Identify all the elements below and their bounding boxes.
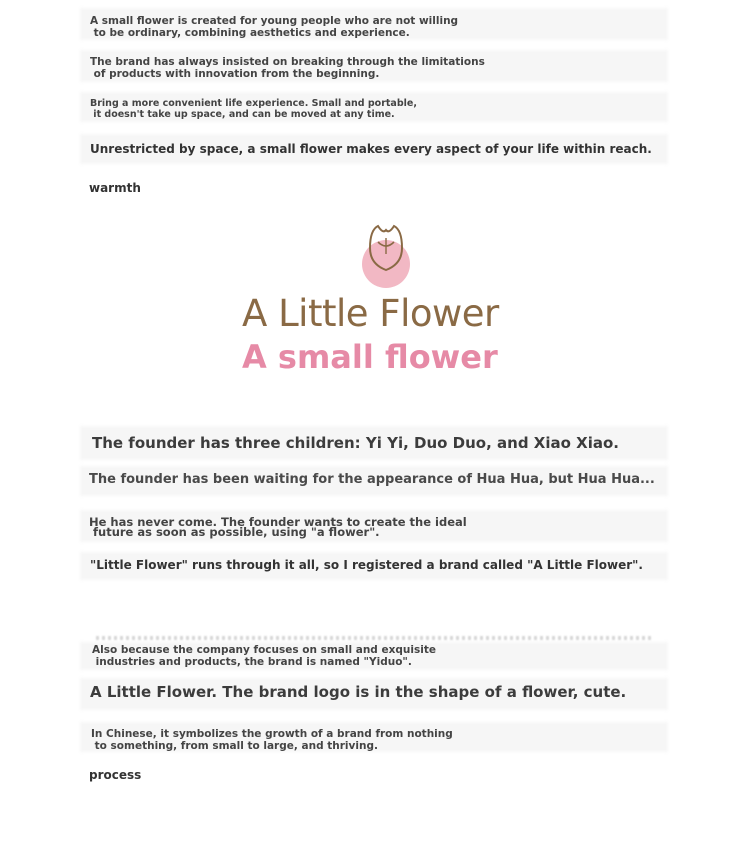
- section-heading-process: process: [89, 768, 142, 782]
- story-line-5: Also because the company focuses on small and exquisite industries and products, the brand is named "Yiduo".: [92, 644, 436, 668]
- intro-line-2: The brand has always insisted on breaking through the limitations of products with innovation from the beginning.: [90, 56, 485, 80]
- section-heading-warmth: warmth: [89, 181, 141, 195]
- story-line-7: In Chinese, it symbolizes the growth of a brand from nothing to something, from small to large, and thriving.: [91, 728, 453, 752]
- intro-line-3: Bring a more convenient life experience. Small and portable, it doesn't take up space, and can be moved at any time.: [90, 98, 417, 120]
- intro-line-4: Unrestricted by space, a small flower makes every aspect of your life within reach.: [90, 142, 652, 156]
- story-line-1: The founder has three children: Yi Yi, Duo Duo, and Xiao Xiao.: [92, 434, 619, 452]
- intro-line-1: A small flower is created for young people who are not willing to be ordinary, combining aesthetics and experience.: [90, 15, 459, 39]
- flower-logo-icon: [356, 220, 416, 290]
- brand-name-cn: A small flower: [242, 338, 498, 376]
- story-line-2: The founder has been waiting for the appearance of Hua Hua, but Hua Hua...: [89, 472, 655, 487]
- story-line-3: He has never come. The founder wants to create the ideal future as soon as possible, using "a flower".: [89, 515, 467, 539]
- story-line-4: "Little Flower" runs through it all, so I registered a brand called "A Little Flower".: [90, 558, 643, 572]
- brand-logo: [236, 220, 528, 380]
- divider: [96, 636, 654, 640]
- story-line-6: A Little Flower. The brand logo is in the shape of a flower, cute.: [90, 683, 627, 701]
- brand-name-en: A Little Flower: [242, 292, 499, 335]
